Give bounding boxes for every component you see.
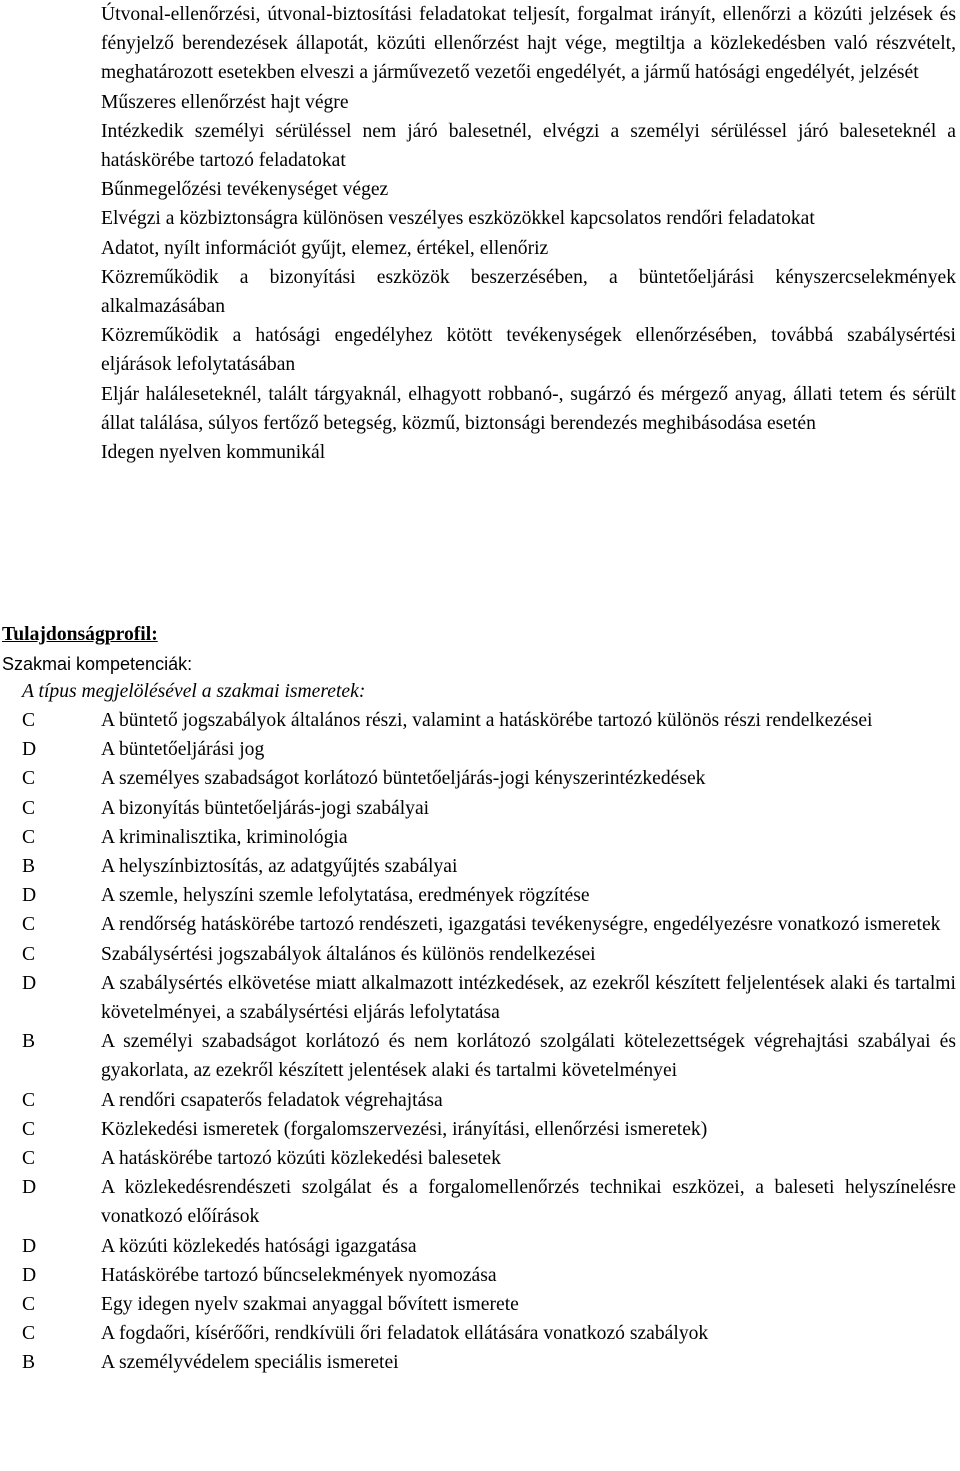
task-item: Közreműködik a hatósági engedélyhez kötött tevékenységek ellenőrzésében, továbbá szabálysértési eljárások lefolytatásában <box>101 325 956 376</box>
knowledge-type-letter: C <box>22 914 36 936</box>
task-item: Bűnmegelőzési tevékenységet végez <box>101 179 389 201</box>
knowledge-text: Hatáskörébe tartozó bűncselekmények nyomozása <box>101 1264 497 1286</box>
knowledge-text: A közúti közlekedés hatósági igazgatása <box>101 1235 417 1257</box>
knowledge-type-letter: C <box>22 1294 36 1316</box>
knowledge-item <box>22 1348 956 1377</box>
knowledge-type-letter: C <box>22 943 36 965</box>
task-item: Közreműködik a bizonyítási eszközök beszerzésében, a büntetőeljárási kényszercselekmények alkalmazásában <box>101 266 956 318</box>
knowledge-text: A közlekedésrendészeti szolgálat és a forgalomellenőrzés technikai eszközei, a baleseti helyszínelésre vonatkozó előírások <box>101 1177 956 1228</box>
knowledge-type-letter: D <box>22 1177 37 1199</box>
knowledge-item <box>22 1027 956 1085</box>
knowledge-text: A büntető jogszabályok általános részi, valamint a hatáskörébe tartozó különös részi rendelkezései <box>101 710 873 731</box>
knowledge-type-letter: C <box>22 1118 36 1140</box>
knowledge-text: A személyes szabadságot korlátozó büntetőeljárás-jogi kényszerintézkedések <box>101 768 706 790</box>
knowledge-item <box>22 1261 956 1290</box>
knowledge-type-letter: D <box>22 739 37 761</box>
knowledge-text: A szemle, helyszíni szemle lefolytatása, eredmények rögzítése <box>101 885 590 907</box>
knowledge-item <box>22 852 956 881</box>
knowledge-text: Egy idegen nyelv szakmai anyaggal bővített ismerete <box>101 1294 519 1316</box>
task-item: Útvonal-ellenőrzési, útvonal-biztosítási feladatokat teljesít, forgalmat irányít, ellenőrzi a közúti jelzések és fényjelző berendezések állapotát, közúti ellenőrzést hajt vége, megtiltja a közlekedésben való részvételt, meghatározott esetekben elveszi a járművezető vezetői engedélyét, a jármű hatósági engedélyét, jelzését <box>101 4 956 84</box>
knowledge-text: Szabálysértési jogszabályok általános és különös rendelkezései <box>101 943 596 965</box>
knowledge-text: A hatáskörébe tartozó közúti közlekedési balesetek <box>101 1148 501 1170</box>
knowledge-item <box>22 823 956 852</box>
knowledge-text: A rendőri csapaterős feladatok végrehajtása <box>101 1089 443 1111</box>
knowledge-item <box>22 1319 956 1348</box>
knowledge-text: A bizonyítás büntetőeljárás-jogi szabályai <box>101 797 430 819</box>
task-item: Idegen nyelven kommunikál <box>101 442 326 464</box>
knowledge-item <box>22 735 956 764</box>
task-list <box>101 0 956 467</box>
knowledge-type-letter: B <box>22 856 36 878</box>
knowledge-text: A kriminalisztika, kriminológia <box>101 826 348 848</box>
knowledge-text: A fogdaőri, kísérőőri, rendkívüli őri feladatok ellátására vonatkozó szabályok <box>101 1323 709 1345</box>
knowledge-text: A rendőrség hatáskörébe tartozó rendészeti, igazgatási tevékenységre, engedélyezésre vonatkozó ismeretek <box>101 914 941 936</box>
knowledge-type-heading: A típus megjelölésével a szakmai ismeretek: <box>22 681 366 702</box>
task-item: Eljár haláleseteknél, talált tárgyaknál, elhagyott robbanó-, sugárzó és mérgező anyag, állati tetem és sérült állat találása, súlyos fertőző betegség, közmű, biztonsági berendezés meghibásodása esetén <box>101 383 956 434</box>
knowledge-type-letter: C <box>22 768 36 790</box>
knowledge-text: A helyszínbiztosítás, az adatgyűjtés szabályai <box>101 856 458 878</box>
knowledge-type-letter: C <box>22 797 36 819</box>
knowledge-text: A személyvédelem speciális ismeretei <box>101 1352 399 1374</box>
knowledge-item <box>22 1115 956 1144</box>
knowledge-item <box>22 1232 956 1261</box>
task-item: Műszeres ellenőrzést hajt végre <box>101 91 349 113</box>
profile-heading: Tulajdonságprofil: <box>2 624 158 645</box>
knowledge-item <box>22 1290 956 1319</box>
knowledge-item <box>22 1144 956 1173</box>
knowledge-item <box>22 969 956 1027</box>
knowledge-type-letter: D <box>22 972 37 994</box>
knowledge-type-letter: D <box>22 1235 37 1257</box>
knowledge-text: A büntetőeljárási jog <box>101 739 265 761</box>
knowledge-item <box>22 910 956 939</box>
knowledge-type-letter: C <box>22 1089 36 1111</box>
task-item: Intézkedik személyi sérüléssel nem járó balesetnél, elvégzi a személyi sérüléssel járó baleseteknél a hatáskörébe tartozó feladatokat <box>101 120 956 172</box>
knowledge-type-letter: C <box>22 710 36 731</box>
knowledge-type-letter: C <box>22 1148 36 1170</box>
knowledge-type-letter: C <box>22 826 36 848</box>
knowledge-text: A személyi szabadságot korlátozó és nem korlátozó szolgálati kötelezettségek végrehajtási szabályai és gyakorlata, az ezekről készített jelentések alaki és tartalmi követelményei <box>101 1031 956 1082</box>
task-item: Adatot, nyílt információt gyűjt, elemez, értékel, ellenőriz <box>101 237 549 259</box>
knowledge-type-letter: C <box>22 1323 36 1345</box>
knowledge-type-letter: B <box>22 1031 36 1053</box>
competencies-subheading: Szakmai kompetenciák: <box>2 654 193 674</box>
knowledge-item <box>22 1086 956 1115</box>
knowledge-item <box>22 706 956 735</box>
knowledge-text: A szabálysértés elkövetése miatt alkalmazott intézkedések, az ezekről készített feljelentések alaki és tartalmi követelményei, a szabálysértési eljárás lefolytatása <box>101 972 956 1024</box>
knowledge-list <box>22 706 956 1378</box>
knowledge-type-letter: D <box>22 1264 37 1286</box>
knowledge-item <box>22 940 956 969</box>
knowledge-item <box>22 794 956 823</box>
knowledge-item <box>22 764 956 793</box>
task-item: Elvégzi a közbiztonságra különösen veszélyes eszközökkel kapcsolatos rendőri feladatokat <box>101 208 815 230</box>
knowledge-type-letter: B <box>22 1352 36 1374</box>
knowledge-item <box>22 881 956 910</box>
knowledge-item <box>22 1173 956 1231</box>
knowledge-text: Közlekedési ismeretek (forgalomszervezési, irányítási, ellenőrzési ismeretek) <box>101 1118 708 1140</box>
knowledge-type-letter: D <box>22 885 37 907</box>
